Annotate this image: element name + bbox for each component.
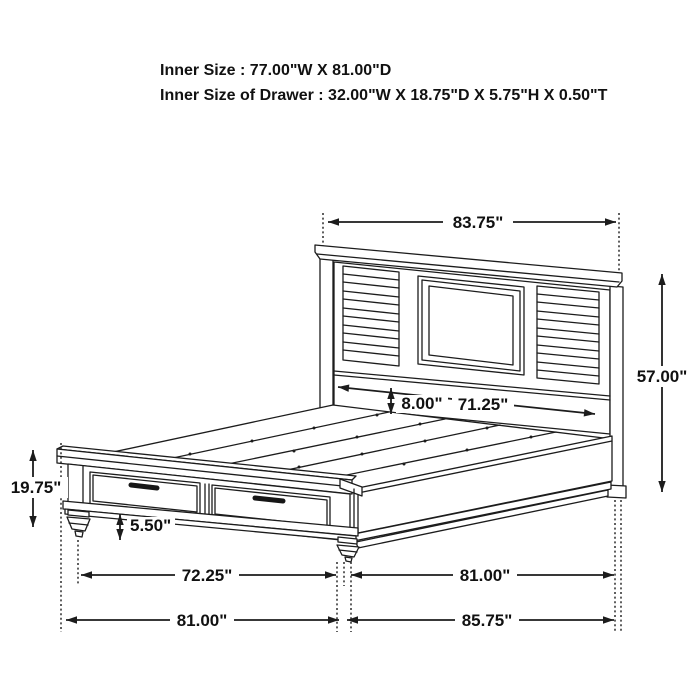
dim-label-side-rail-length: 81.00" <box>459 566 511 585</box>
dim-label-inner-width: 71.25" <box>457 395 509 414</box>
dim-label-rail-height: 8.00" <box>401 394 443 413</box>
dim-label-headboard-width: 83.75" <box>452 213 504 232</box>
dim-label-drawer-section-width: 72.25" <box>181 566 233 585</box>
dim-label-footboard-height: 19.75" <box>10 478 62 497</box>
mirror-frame-inner <box>429 286 513 365</box>
drawer-right-handle <box>255 498 283 501</box>
louver-panel-right <box>537 286 599 384</box>
header-text <box>160 62 608 104</box>
inner-drawer-size-text: Inner Size of Drawer : 32.00"W X 18.75"D X 5.75"H X 0.50"T <box>160 87 608 104</box>
inner-size-text: Inner Size : 77.00"W X 81.00"D <box>160 62 392 79</box>
dim-label-overall-height: 57.00" <box>636 367 688 386</box>
foot-left <box>67 510 90 537</box>
drawer-left-handle <box>131 485 157 488</box>
dim-label-footboard-width: 81.00" <box>176 611 228 630</box>
foot-right <box>337 537 359 562</box>
dim-label-leg-height: 5.50" <box>130 516 172 535</box>
dim-label-overall-length: 85.75" <box>461 611 513 630</box>
